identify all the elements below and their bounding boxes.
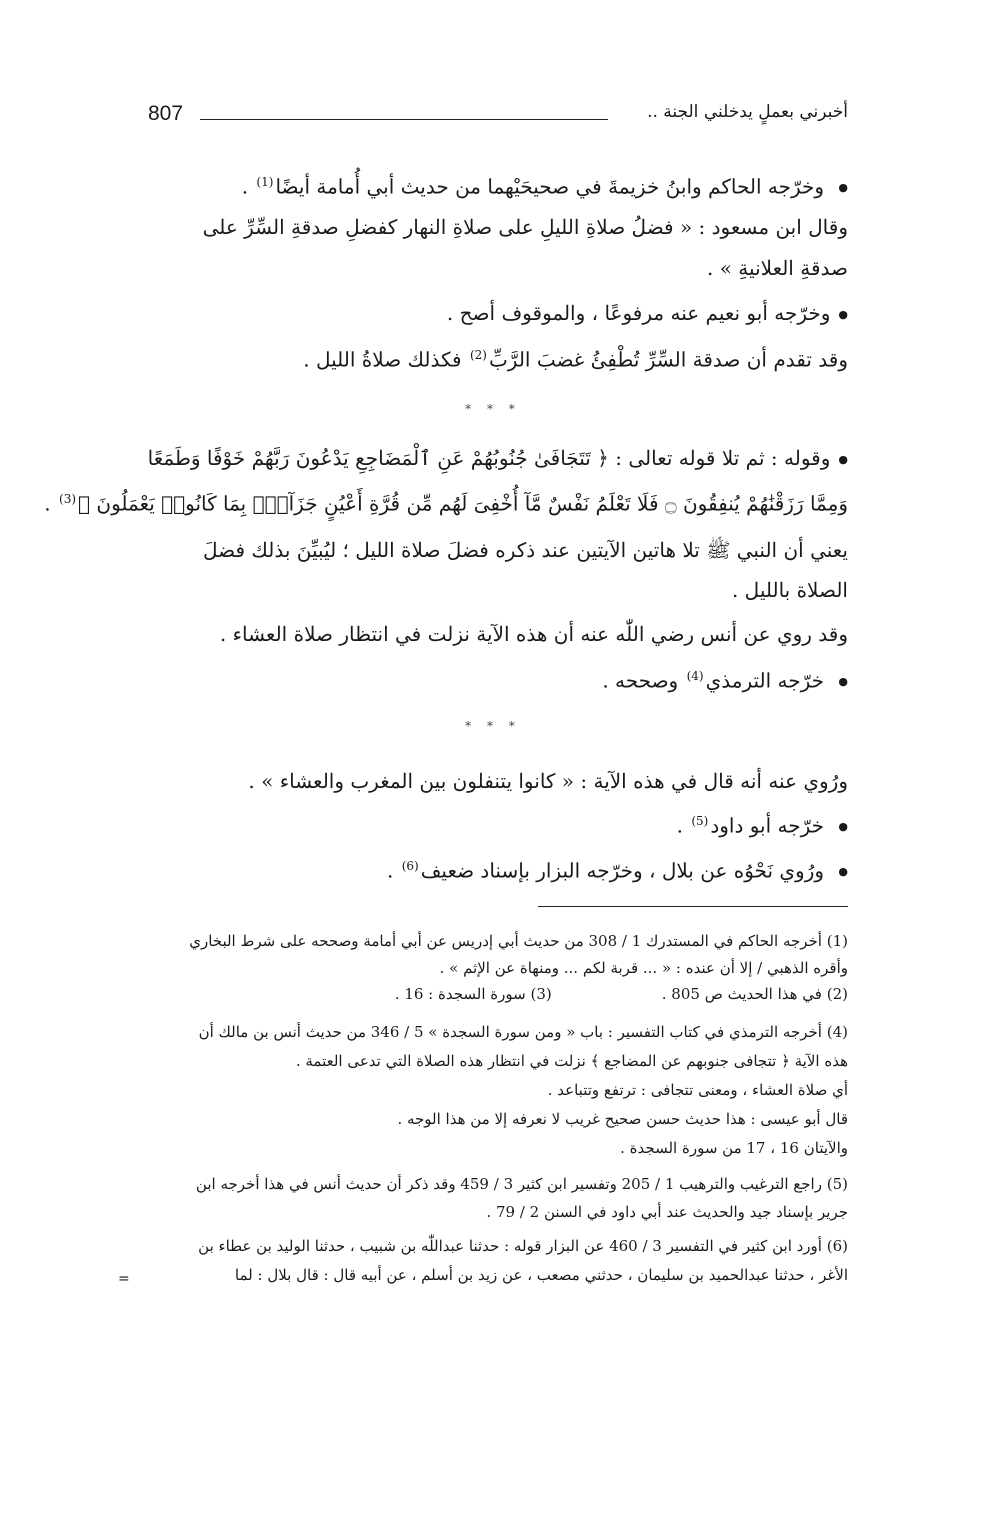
footnote-ref: (5) bbox=[691, 814, 709, 828]
body-line: وقد تقدم أن صدقة السِّرِّ تُطْفِئُ غضبَ الرَّبِّ$^{(2)}$ فكذلك صلاةُ الليل . bbox=[303, 347, 848, 372]
running-title: أخبرني بعملٍ يدخلني الجنة .. bbox=[647, 102, 848, 122]
footnote-line: (5) راجع الترغيب والترهيب 1 / 205 وتفسير ابن كثير 3 / 459 وقد ذكر أن حديث أنس في هذا أخرجه ابن bbox=[195, 1175, 848, 1193]
running-header bbox=[148, 102, 848, 132]
body-line: صدقةِ العلانيةِ » . bbox=[707, 256, 848, 280]
body-line: ● وخرّجه أبو نعيم عنه مرفوعًا ، والموقوف أصح . bbox=[138, 298, 848, 330]
footnote-line: (4) أخرجه الترمذي في كتاب التفسير : باب « ومن سورة السجدة » 5 / 346 من حديث أنس بن مالك أن bbox=[198, 1023, 848, 1041]
footnote-ref: (3) bbox=[59, 492, 77, 506]
footnote-ref: (1) bbox=[256, 175, 274, 189]
body-line: وَمِمَّا رَزَقْنَٰهُمْ يُنفِقُونَ ۝ فَلَا تَعْلَمُ نَفْسٌ مَّآ أُخْفِىَ لَهُم مِّن قُرَّةِ أَعْيُنٍ جَزَآءًۢ بِمَا كَانُوا۟ يَعْمَلُونَ ﴾$^{(3)}$ . bbox=[44, 491, 848, 516]
body-line: ● وقوله : ثم تلا قوله تعالى : ﴿ تَتَجَافَىٰ جُنُوبُهُمْ عَنِ ٱلْمَضَاجِعِ يَدْعُونَ رَبَّهُمْ خَوْفًا وَطَمَعًا bbox=[138, 443, 848, 475]
footnote-line: (6) أورد ابن كثير في التفسير 3 / 460 عن البزار قوله : حدثنا عبداللّٰه بن شبيب ، حدثنا الوليد بن عطاء بن bbox=[198, 1237, 848, 1255]
section-separator: * * * bbox=[465, 719, 521, 733]
body-line: ● وخرّجه الحاكم وابنُ خزيمةَ في صحيحَيْهما من حديث أبي أُمامة أيضًا$^{(1)}$ . bbox=[138, 167, 848, 203]
footnote-separator bbox=[538, 906, 848, 907]
footnote-line: أي صلاة العشاء ، ومعنى تتجافى : ترتفع وتتباعد . bbox=[547, 1081, 848, 1099]
body-line: يعني أن النبي ﷺ تلا هاتين الآيتين عند ذكره فضلَ صلاة الليل ؛ ليُبيِّنَ بذلك فضلَ bbox=[202, 538, 848, 562]
body-line: الصلاة بالليل . bbox=[731, 578, 848, 602]
footnote-ref: (2) bbox=[469, 348, 487, 362]
body-line: ● خرّجه أبو داود$^{(5)}$ . bbox=[138, 806, 848, 842]
footnote-line: قال أبو عيسى : هذا حديث حسن صحيح غريب لا نعرفه إلا من هذا الوجه . bbox=[397, 1110, 848, 1128]
footnote-line: الأغر ، حدثنا عبدالحميد بن سليمان ، حدثني مصعب ، عن زيد بن أسلم ، عن أبيه قال : قال بلال : لما bbox=[234, 1266, 848, 1284]
footnote-ref: (4) bbox=[686, 669, 704, 683]
footnote-ref: (6) bbox=[401, 859, 419, 873]
body-line: ورُوي عنه أنه قال في هذه الآية : « كانوا يتنفلون بين المغرب والعشاء » . bbox=[248, 769, 848, 793]
footnote-line: (1) أخرجه الحاكم في المستدرك 1 / 308 من حديث أبي إدريس عن أبي أمامة وصححه على شرط البخاري bbox=[189, 932, 848, 950]
footnote-line: جرير بإسناد جيد والحديث عند أبي داود في السنن 2 / 79 . bbox=[486, 1203, 848, 1221]
body-line: وقد روي عن أنس رضي اللّٰه عنه أن هذه الآية نزلت في انتظار صلاة العشاء . bbox=[219, 622, 848, 646]
footnote-line: هذه الآية ﴿ تتجافى جنوبهم عن المضاجع ﴾ نزلت في انتظار هذه الصلاة التي تدعى العتمة . bbox=[295, 1052, 848, 1070]
footnote-line: والآيتان 16 ، 17 من سورة السجدة . bbox=[620, 1139, 848, 1157]
body-line: ● خرّجه الترمذي$^{(4)}$ وصححه . bbox=[138, 661, 848, 697]
header-rule bbox=[200, 119, 608, 120]
section-separator: * * * bbox=[465, 402, 521, 416]
page-number: 807 bbox=[148, 102, 184, 125]
continuation-mark: = bbox=[118, 1271, 130, 1287]
body-line: ● ورُوي نَحْوُه عن بلال ، وخرّجه البزار بإسناد ضعيف$^{(6)}$ . bbox=[138, 851, 848, 887]
footnote-line: (2) في هذا الحديث ص 805 . (3) سورة السجدة : 16 . bbox=[394, 985, 848, 1003]
body-line: وقال ابن مسعود : « فضلُ صلاةِ الليلِ على صلاةِ النهار كفضلِ صدقةِ السِّرِّ على bbox=[202, 215, 848, 239]
footnote-line: وأقره الذهبي / إلا أن عنده : « ... قربة لكم ... ومنهاة عن الإثم » . bbox=[439, 959, 848, 977]
